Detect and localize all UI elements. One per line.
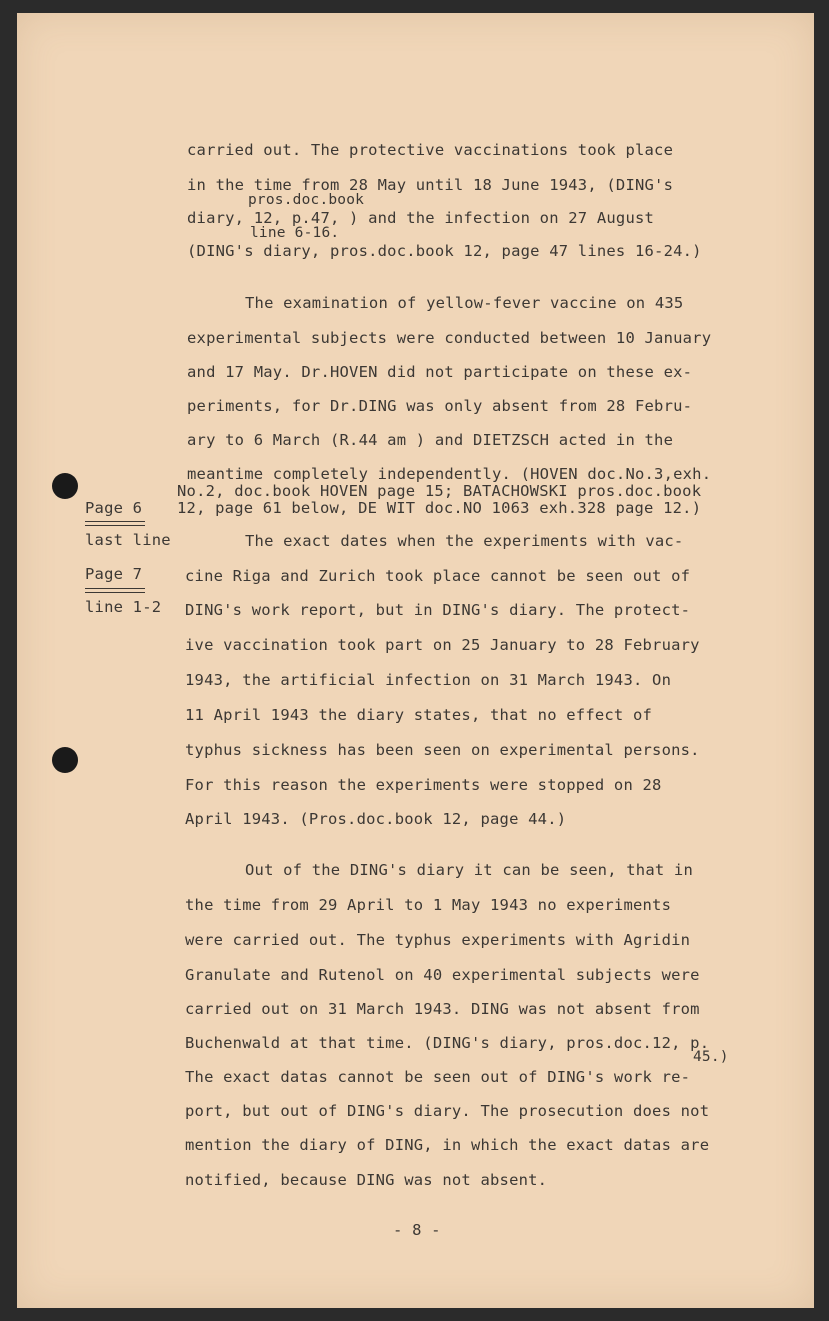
page-number: - 8 - <box>393 1221 441 1239</box>
text-line: DING's work report, but in DING's diary. The protect- <box>185 601 691 619</box>
text-line: meantime completely independently. (HOVEN doc.No.3,exh. <box>187 465 712 483</box>
text-line: diary, 12, p.47, ) and the infection on 27 August <box>187 209 655 227</box>
margin-note-page-7: Page 7 <box>85 565 143 583</box>
text-line: The examination of yellow-fever vaccine on 435 <box>245 294 684 312</box>
text-line: port, but out of DING's diary. The prosecution does not <box>185 1102 710 1120</box>
text-line: 11 April 1943 the diary states, that no effect of <box>185 706 653 724</box>
margin-note-page-6: Page 6 <box>85 499 143 517</box>
text-line: periments, for Dr.DING was only absent from 28 Febru- <box>187 397 693 415</box>
text-line: notified, because DING was not absent. <box>185 1171 548 1189</box>
text-line: Buchenwald at that time. (DING's diary, pros.doc.12, p. <box>185 1034 710 1052</box>
text-line: were carried out. The typhus experiments with Agridin <box>185 931 691 949</box>
text-line: 12, page 61 below, DE WIT doc.NO 1063 exh.328 page 12.) <box>177 499 702 517</box>
text-line-superscript: pros.doc.book <box>248 192 365 208</box>
text-line: ary to 6 March (R.44 am ) and DIETZSCH acted in the <box>187 431 674 449</box>
margin-rule <box>85 525 145 526</box>
margin-rule <box>85 521 145 522</box>
text-line: The exact datas cannot be seen out of DING's work re- <box>185 1068 691 1086</box>
margin-rule <box>85 592 145 593</box>
text-line: experimental subjects were conducted between 10 January <box>187 329 712 347</box>
text-line: 1943, the artificial infection on 31 March 1943. On <box>185 671 672 689</box>
text-line: April 1943. (Pros.doc.book 12, page 44.) <box>185 810 567 828</box>
text-line: carried out. The protective vaccinations took place <box>187 141 674 159</box>
text-line: Granulate and Rutenol on 40 experimental subjects were <box>185 966 700 984</box>
text-line: the time from 29 April to 1 May 1943 no experiments <box>185 896 672 914</box>
text-line: Out of the DING's diary it can be seen, that in <box>245 861 693 879</box>
margin-note-line-range: line 1-2 <box>85 598 162 616</box>
text-line: The exact dates when the experiments with vac- <box>245 532 684 550</box>
text-line: ive vaccination took part on 25 January to 28 February <box>185 636 700 654</box>
text-line-subscript: line 6-16. <box>250 225 340 241</box>
text-line: For this reason the experiments were stopped on 28 <box>185 776 662 794</box>
punch-hole-lower <box>52 747 78 773</box>
text-line: and 17 May. Dr.HOVEN did not participate on these ex- <box>187 363 693 381</box>
text-line: mention the diary of DING, in which the exact datas are <box>185 1136 710 1154</box>
text-line-continuation: 45.) <box>693 1049 729 1065</box>
text-line: in the time from 28 May until 18 June 1943, (DING's <box>187 176 674 194</box>
text-line: typhus sickness has been seen on experimental persons. <box>185 741 700 759</box>
punch-hole-upper <box>52 473 78 499</box>
document-page <box>17 13 814 1308</box>
text-line: cine Riga and Zurich took place cannot be seen out of <box>185 567 691 585</box>
text-line: No.2, doc.book HOVEN page 15; BATACHOWSKI pros.doc.book <box>177 482 702 500</box>
text-line: carried out on 31 March 1943. DING was not absent from <box>185 1000 700 1018</box>
text-line: (DING's diary, pros.doc.book 12, page 47 lines 16-24.) <box>187 242 702 260</box>
margin-rule <box>85 588 145 589</box>
margin-note-last-line: last line <box>85 531 171 549</box>
